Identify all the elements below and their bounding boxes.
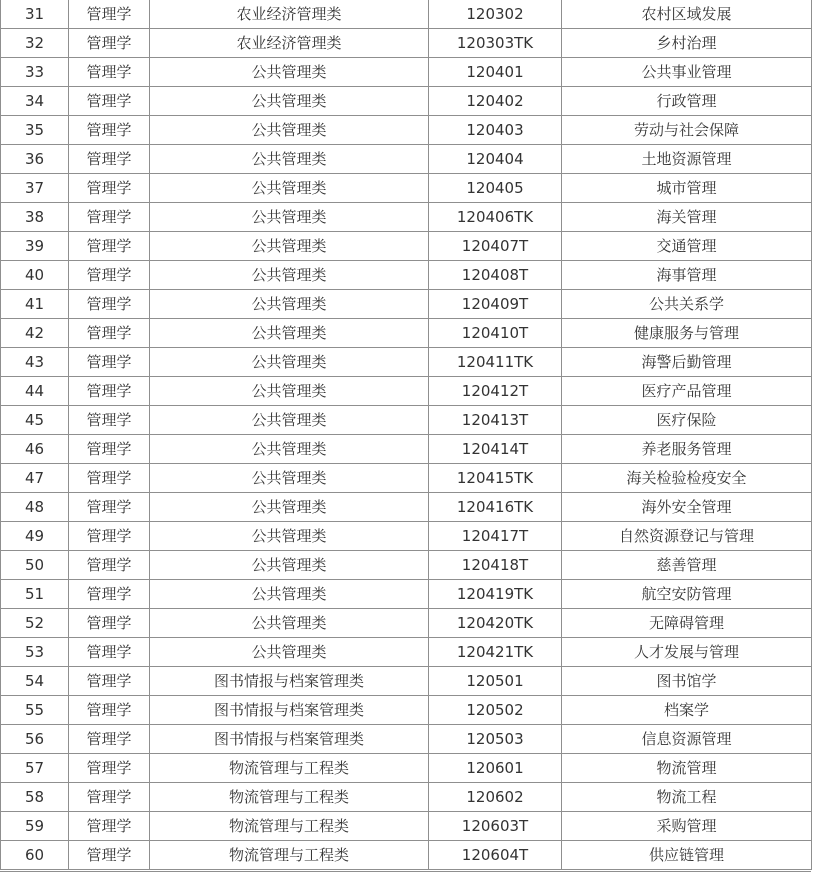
row-number-cell: 43	[1, 348, 69, 377]
major-code-cell: 120502	[429, 696, 562, 725]
category-cell: 图书情报与档案管理类	[150, 667, 429, 696]
major-name-cell: 信息资源管理	[562, 725, 812, 754]
major-name-cell: 农村区域发展	[562, 0, 812, 29]
discipline-cell: 管理学	[69, 493, 150, 522]
discipline-cell: 管理学	[69, 435, 150, 464]
major-code-cell: 120407T	[429, 232, 562, 261]
major-name-cell: 无障碍管理	[562, 609, 812, 638]
major-code-cell: 120604T	[429, 841, 562, 870]
discipline-cell: 管理学	[69, 754, 150, 783]
major-name-cell: 乡村治理	[562, 29, 812, 58]
category-cell: 公共管理类	[150, 522, 429, 551]
table-row	[1, 232, 812, 261]
table-row	[1, 841, 812, 870]
table-body	[1, 0, 812, 870]
major-code-cell: 120419TK	[429, 580, 562, 609]
table-row	[1, 406, 812, 435]
row-number-cell: 32	[1, 29, 69, 58]
major-code-cell: 120413T	[429, 406, 562, 435]
discipline-cell: 管理学	[69, 696, 150, 725]
category-cell: 公共管理类	[150, 609, 429, 638]
major-code-cell: 120411TK	[429, 348, 562, 377]
major-name-cell: 海事管理	[562, 261, 812, 290]
table-row	[1, 696, 812, 725]
table-row	[1, 609, 812, 638]
major-code-cell: 120402	[429, 87, 562, 116]
major-code-cell: 120415TK	[429, 464, 562, 493]
major-name-cell: 采购管理	[562, 812, 812, 841]
table-row	[1, 725, 812, 754]
major-code-cell: 120602	[429, 783, 562, 812]
discipline-cell: 管理学	[69, 725, 150, 754]
row-number-cell: 54	[1, 667, 69, 696]
row-number-cell: 47	[1, 464, 69, 493]
category-cell: 图书情报与档案管理类	[150, 696, 429, 725]
major-name-cell: 档案学	[562, 696, 812, 725]
category-cell: 公共管理类	[150, 319, 429, 348]
category-cell: 物流管理与工程类	[150, 812, 429, 841]
discipline-cell: 管理学	[69, 812, 150, 841]
row-number-cell: 50	[1, 551, 69, 580]
major-code-cell: 120410T	[429, 319, 562, 348]
discipline-cell: 管理学	[69, 406, 150, 435]
row-number-cell: 41	[1, 290, 69, 319]
major-code-cell: 120412T	[429, 377, 562, 406]
row-number-cell: 40	[1, 261, 69, 290]
table-row	[1, 261, 812, 290]
category-cell: 公共管理类	[150, 58, 429, 87]
major-name-cell: 供应链管理	[562, 841, 812, 870]
major-code-cell: 120416TK	[429, 493, 562, 522]
category-cell: 公共管理类	[150, 87, 429, 116]
table-row	[1, 580, 812, 609]
discipline-cell: 管理学	[69, 290, 150, 319]
major-code-cell: 120303TK	[429, 29, 562, 58]
row-number-cell: 57	[1, 754, 69, 783]
discipline-cell: 管理学	[69, 638, 150, 667]
major-code-cell: 120417T	[429, 522, 562, 551]
major-name-cell: 图书馆学	[562, 667, 812, 696]
major-code-cell: 120421TK	[429, 638, 562, 667]
discipline-cell: 管理学	[69, 203, 150, 232]
table-row	[1, 348, 812, 377]
category-cell: 公共管理类	[150, 638, 429, 667]
table-row	[1, 754, 812, 783]
row-number-cell: 58	[1, 783, 69, 812]
major-name-cell: 健康服务与管理	[562, 319, 812, 348]
category-cell: 公共管理类	[150, 551, 429, 580]
major-name-cell: 公共关系学	[562, 290, 812, 319]
row-number-cell: 49	[1, 522, 69, 551]
table-row	[1, 58, 812, 87]
row-number-cell: 52	[1, 609, 69, 638]
table-row	[1, 116, 812, 145]
major-name-cell: 土地资源管理	[562, 145, 812, 174]
discipline-cell: 管理学	[69, 0, 150, 29]
discipline-cell: 管理学	[69, 580, 150, 609]
table-row	[1, 812, 812, 841]
category-cell: 公共管理类	[150, 290, 429, 319]
table-row	[1, 493, 812, 522]
category-cell: 物流管理与工程类	[150, 841, 429, 870]
discipline-cell: 管理学	[69, 841, 150, 870]
major-name-cell: 养老服务管理	[562, 435, 812, 464]
row-number-cell: 55	[1, 696, 69, 725]
major-code-cell: 120302	[429, 0, 562, 29]
category-cell: 公共管理类	[150, 493, 429, 522]
major-name-cell: 医疗保险	[562, 406, 812, 435]
major-name-cell: 海关管理	[562, 203, 812, 232]
major-code-cell: 120603T	[429, 812, 562, 841]
category-cell: 图书情报与档案管理类	[150, 725, 429, 754]
major-name-cell: 慈善管理	[562, 551, 812, 580]
category-cell: 公共管理类	[150, 203, 429, 232]
category-cell: 物流管理与工程类	[150, 783, 429, 812]
major-code-cell: 120503	[429, 725, 562, 754]
row-number-cell: 36	[1, 145, 69, 174]
table-row	[1, 145, 812, 174]
discipline-cell: 管理学	[69, 145, 150, 174]
major-code-cell: 120418T	[429, 551, 562, 580]
category-cell: 物流管理与工程类	[150, 754, 429, 783]
table-row	[1, 638, 812, 667]
major-code-cell: 120420TK	[429, 609, 562, 638]
major-code-cell: 120405	[429, 174, 562, 203]
category-cell: 公共管理类	[150, 377, 429, 406]
table-row	[1, 290, 812, 319]
row-number-cell: 33	[1, 58, 69, 87]
category-cell: 公共管理类	[150, 580, 429, 609]
major-name-cell: 公共事业管理	[562, 58, 812, 87]
major-code-cell: 120414T	[429, 435, 562, 464]
major-name-cell: 自然资源登记与管理	[562, 522, 812, 551]
row-number-cell: 37	[1, 174, 69, 203]
category-cell: 公共管理类	[150, 145, 429, 174]
discipline-cell: 管理学	[69, 783, 150, 812]
discipline-cell: 管理学	[69, 87, 150, 116]
table-row	[1, 174, 812, 203]
row-number-cell: 56	[1, 725, 69, 754]
major-name-cell: 海外安全管理	[562, 493, 812, 522]
major-code-cell: 120404	[429, 145, 562, 174]
major-code-cell: 120406TK	[429, 203, 562, 232]
table-row	[1, 783, 812, 812]
row-number-cell: 46	[1, 435, 69, 464]
category-cell: 公共管理类	[150, 406, 429, 435]
discipline-cell: 管理学	[69, 551, 150, 580]
category-cell: 农业经济管理类	[150, 0, 429, 29]
row-number-cell: 39	[1, 232, 69, 261]
table-row	[1, 29, 812, 58]
row-number-cell: 51	[1, 580, 69, 609]
major-name-cell: 人才发展与管理	[562, 638, 812, 667]
table-row	[1, 203, 812, 232]
discipline-cell: 管理学	[69, 232, 150, 261]
row-number-cell: 48	[1, 493, 69, 522]
row-number-cell: 60	[1, 841, 69, 870]
category-cell: 公共管理类	[150, 464, 429, 493]
major-code-cell: 120408T	[429, 261, 562, 290]
major-name-cell: 交通管理	[562, 232, 812, 261]
row-number-cell: 44	[1, 377, 69, 406]
row-number-cell: 34	[1, 87, 69, 116]
discipline-cell: 管理学	[69, 261, 150, 290]
discipline-cell: 管理学	[69, 377, 150, 406]
major-name-cell: 城市管理	[562, 174, 812, 203]
major-name-cell: 航空安防管理	[562, 580, 812, 609]
major-name-cell: 医疗产品管理	[562, 377, 812, 406]
table-row	[1, 87, 812, 116]
major-code-cell: 120601	[429, 754, 562, 783]
discipline-cell: 管理学	[69, 29, 150, 58]
discipline-cell: 管理学	[69, 58, 150, 87]
major-code-cell: 120403	[429, 116, 562, 145]
category-cell: 公共管理类	[150, 232, 429, 261]
row-number-cell: 59	[1, 812, 69, 841]
discipline-cell: 管理学	[69, 609, 150, 638]
discipline-cell: 管理学	[69, 348, 150, 377]
major-code-cell: 120501	[429, 667, 562, 696]
discipline-cell: 管理学	[69, 116, 150, 145]
table-row	[1, 522, 812, 551]
major-code-cell: 120401	[429, 58, 562, 87]
major-name-cell: 海关检验检疫安全	[562, 464, 812, 493]
table-row	[1, 0, 812, 29]
major-name-cell: 行政管理	[562, 87, 812, 116]
row-number-cell: 42	[1, 319, 69, 348]
row-number-cell: 53	[1, 638, 69, 667]
major-name-cell: 物流管理	[562, 754, 812, 783]
major-name-cell: 物流工程	[562, 783, 812, 812]
table-row	[1, 667, 812, 696]
table-row	[1, 435, 812, 464]
category-cell: 公共管理类	[150, 348, 429, 377]
row-number-cell: 45	[1, 406, 69, 435]
discipline-cell: 管理学	[69, 174, 150, 203]
discipline-cell: 管理学	[69, 522, 150, 551]
row-number-cell: 35	[1, 116, 69, 145]
category-cell: 公共管理类	[150, 261, 429, 290]
discipline-cell: 管理学	[69, 464, 150, 493]
table-row	[1, 319, 812, 348]
discipline-cell: 管理学	[69, 319, 150, 348]
discipline-cell: 管理学	[69, 667, 150, 696]
major-code-cell: 120409T	[429, 290, 562, 319]
table-row	[1, 464, 812, 493]
category-cell: 公共管理类	[150, 116, 429, 145]
row-number-cell: 38	[1, 203, 69, 232]
row-number-cell: 31	[1, 0, 69, 29]
table-row	[1, 377, 812, 406]
category-cell: 公共管理类	[150, 174, 429, 203]
category-cell: 农业经济管理类	[150, 29, 429, 58]
category-cell: 公共管理类	[150, 435, 429, 464]
major-name-cell: 海警后勤管理	[562, 348, 812, 377]
major-name-cell: 劳动与社会保障	[562, 116, 812, 145]
table-row	[1, 551, 812, 580]
